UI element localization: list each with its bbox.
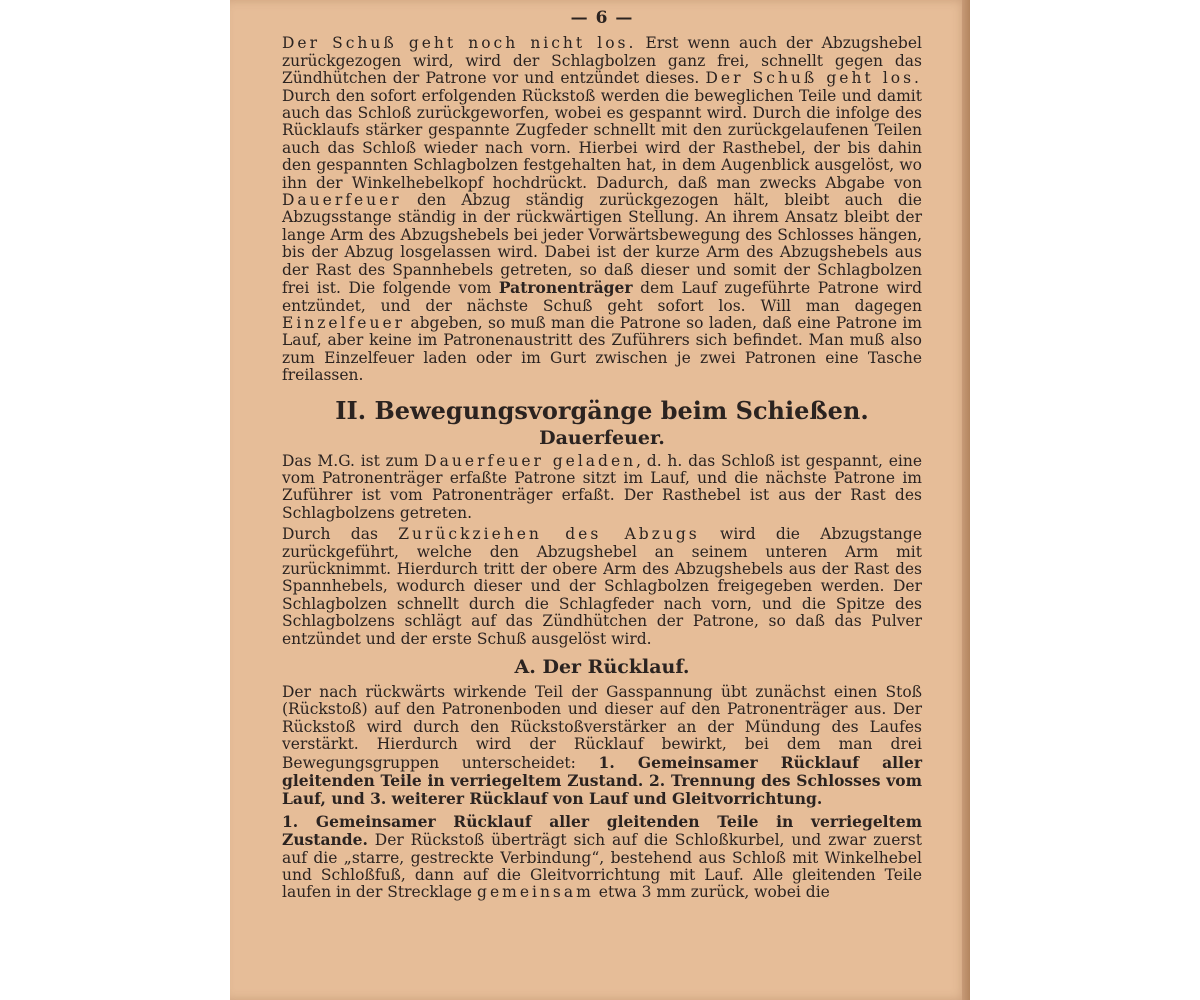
text-span: wird die Abzugstange zurückgeführt, welche den Abzugshebel an seinem unteren Arm mit zurücknimmt. Hierdurch tritt der obere Arm des Abzugshebels aus der Rast des Spannhebels, wodurch dieser und der Schlagbolzen freigegeben werden. Der Schlagbolzen schnellt durch die Schlagfeder nach vorn, und die Spitze des Schlagbolzens schlägt auf das Zündhütchen der Patrone, so daß das Pulver entzündet und der erste Schuß ausgelöst wird. [282,525,922,648]
text-span: Das M.G. ist zum [282,451,425,470]
text-span: Zurückziehen des Abzugs [398,525,700,544]
text-span: Der Schuß geht noch nicht los. [282,34,637,53]
subsection-heading-a: A. Der Rücklauf. [514,656,690,678]
subsection-heading: Dauerfeuer. [539,426,665,449]
text-span: Dauerfeuer geladen [424,451,637,470]
paragraph-common-recoil [282,813,922,902]
text-span: Durch das [282,525,399,544]
paragraph-loaded [282,453,922,523]
text-span: Durch den sofort erfolgenden Rückstoß werden die beweglichen Teile und damit auch das Schloß zurückgeworfen, wobei es gespannt wird. Durch die infolge des Rücklaufs stärker gespannte Zugfeder schnellt mit den zurückgelaufenen Teilen auch das Schloß wieder nach vorn. Hierbei wird der Rasthebel, der bis dahin den gespannten Schlagbolzen festgehalten hat, in dem Augenblick ausgelöst, wo ihn der Winkelhebelkopf hochdrückt. Dadurch, daß man zwecks Abgabe von [282,86,922,192]
text-span: 1. Gemeinsamer Rücklauf aller gleitenden Teile in verriegeltem Zustand. 2. Trennung des Schlosses vom Lauf, und 3. weiterer Rücklauf von Lauf und Gleitvorrichtung. [282,752,922,809]
text-span: Dauerfeuer [282,191,402,210]
text-span: gemeinsam [477,883,594,902]
text-span: , d. h. das Schloß ist gespannt, eine vom Patronenträger erfaßte Patrone sitzt im Lauf, und die nächste Patrone im Zuführer ist vom Patronenträger erfaßt. Der Rasthebel ist aus der Rast des Schlagbolzens getreten. [282,451,922,522]
text-span: Patronenträger [498,278,633,298]
paragraph-intro [282,35,922,384]
paragraph-trigger [282,526,922,648]
text-span: Einzelfeuer [282,313,406,332]
text-span: den Abzug ständig zurückgezogen hält, bleibt auch die Abzugsstange ständig in der rückwärtigen Stellung. An ihrem Ansatz bleibt der lange Arm des Abzugshebels bei jeder Vorwärtsbewegung des Schlosses hängen, bis der Abzug losgelassen wird. Dabei ist der kurze Arm des Abzugshebels aus der Rast des Spannhebels getreten, so daß dieser und somit der Schlagbolzen frei ist. Die folgende vom [282,191,922,298]
text-span: Der Schuß geht los. [705,69,922,88]
text-span: abgeben, so muß man die Patrone so laden, daß eine Patrone im Lauf, aber keine im Patronenaustritt des Zuführers sich befindet. Man muß also zum Einzelfeuer laden oder im Gurt zwischen je zwei Patronen eine Tasche freilassen. [282,313,922,385]
page-content [282,10,922,902]
text-span: Der Rückstoß überträgt sich auf die Schloßkurbel, und zwar zuerst auf die „starre, gestreckte Verbindung“, bestehend aus Schloß mit Winkelhebel und Schloßfuß, dann auf die Gleitvorrichtung mit Lauf. Alle gleitenden Teile laufen in der Strecklage [282,831,922,902]
book-page [230,0,968,1000]
section-heading: II. Bewegungsvorgänge beim Schießen. [335,395,869,425]
text-span: Der nach rückwärts wirkende Teil der Gasspannung übt zunächst einen Stoß (Rückstoß) auf den Patronenboden und dieser auf den Patronenträger aus. Der Rückstoß wird durch den Rückstoßverstärker an der Mündung des Laufes verstärkt. Hierdurch wird der Rücklauf bewirkt, bei dem man drei Bewegungsgruppen unterscheidet: [282,683,922,772]
text-span: etwa 3 mm zurück, wobei die [593,883,830,902]
page-number: — 6 — [570,8,634,28]
text-span: Erst wenn auch der Abzugshebel zurückgezogen wird, wird der Schlagbolzen ganz frei, schnellt gegen das Zündhütchen der Patrone vor und entzündet dieses. [282,34,922,88]
paragraph-recoil [282,684,922,809]
page-edge [962,0,970,1000]
text-span: 1. Gemeinsamer Rücklauf aller gleitenden Teile in verriegeltem Zustande. [282,811,922,850]
text-span: dem Lauf zugeführte Patrone wird entzündet, und der nächste Schuß geht sofort los. Will man dagegen [282,279,923,315]
